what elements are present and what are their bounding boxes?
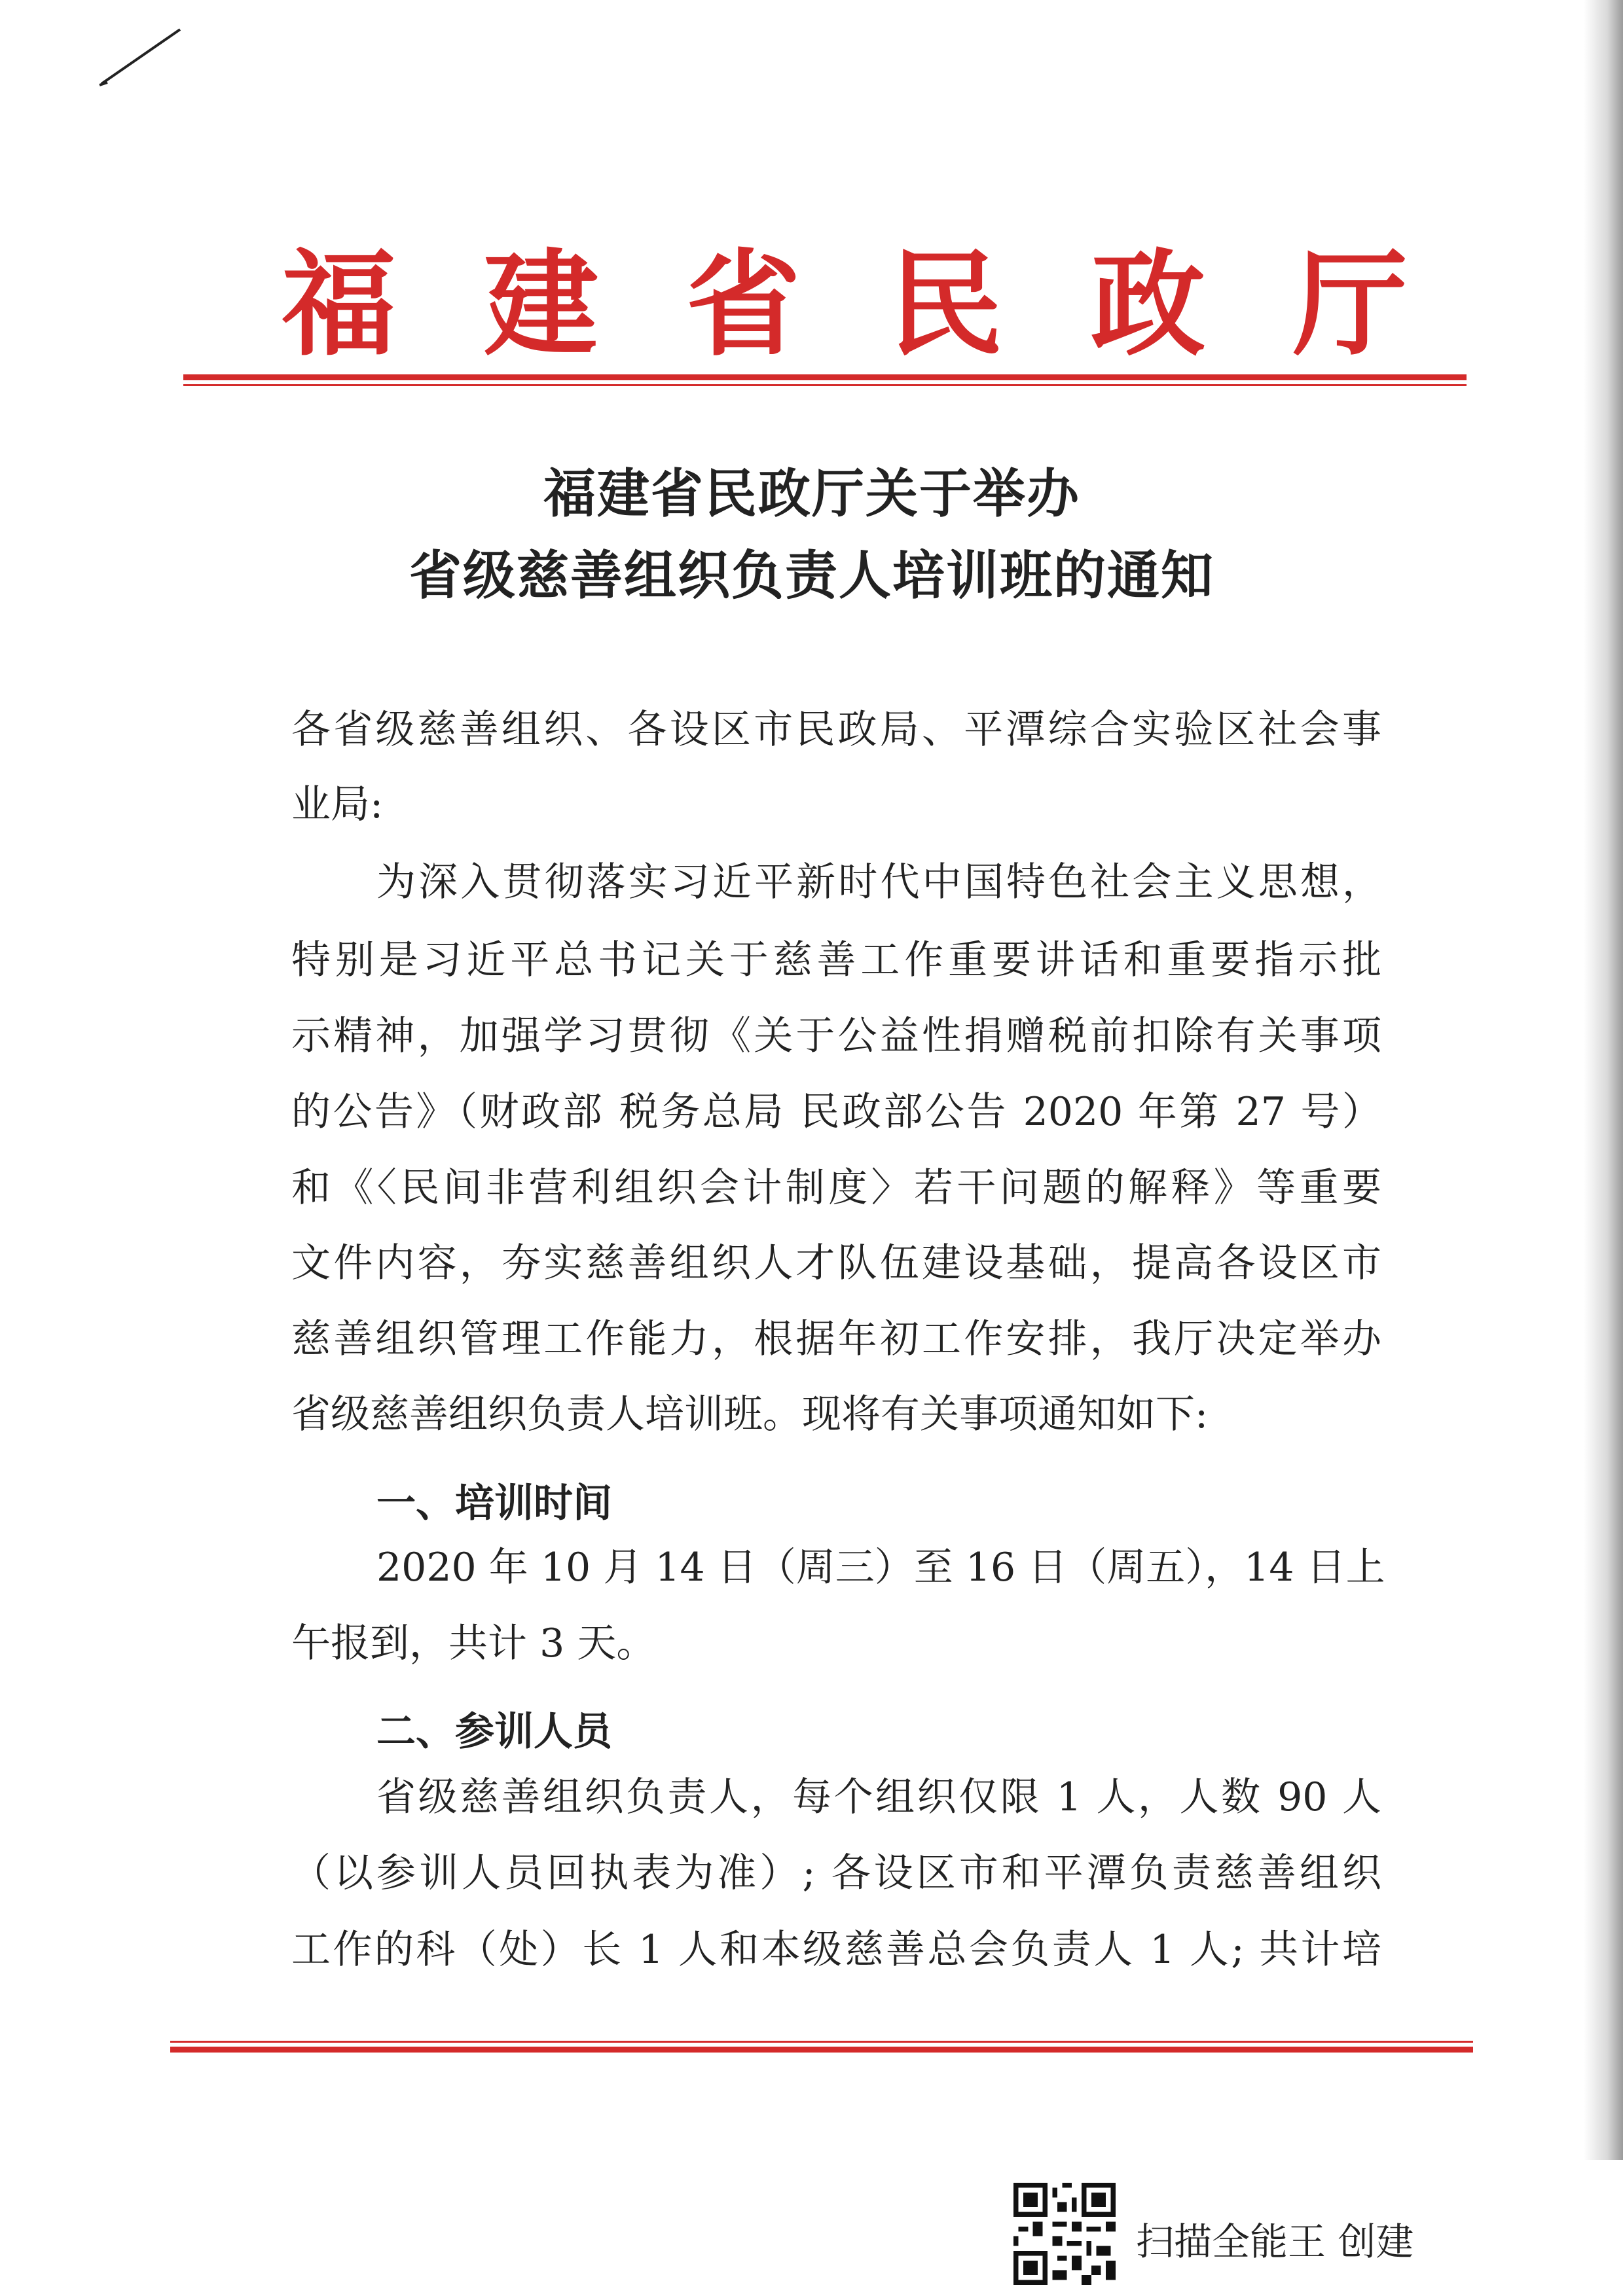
section-heading: 一、培训时间 <box>376 1480 612 1526</box>
paragraph-line: 慈善组织管理工作能力，根据年初工作安排，我厅决定举办 <box>291 1316 1381 1362</box>
salutation-line: 各省级慈善组织、各设区市民政局、平潭综合实验区社会事 <box>291 707 1381 753</box>
footer-red-rule <box>170 2041 1473 2055</box>
paragraph-line: 和《〈民间非营利组织会计制度〉若干问题的解释》等重要 <box>291 1165 1381 1211</box>
paragraph-line: 工作的科（处）长 1 人和本级慈善总会负责人 1 人; 共计培 <box>291 1927 1381 1973</box>
document-title-line-1: 福建省民政厅关于举办 <box>543 463 1080 524</box>
paragraph-line: 文件内容，夯实慈善组织人才队伍建设基础，提高各设区市 <box>291 1240 1381 1286</box>
paragraph-line: 2020 年 10 月 14 日（周三）至 16 日（周五），14 日上 <box>376 1545 1385 1590</box>
paragraph-line: 示精神，加强学习贯彻《关于公益性捐赠税前扣除有关事项 <box>291 1013 1381 1059</box>
letterhead-char: 福 <box>282 237 396 372</box>
section-heading: 二、参训人员 <box>376 1709 612 1755</box>
paragraph-line: 省级慈善组织负责人培训班。现将有关事项通知如下: <box>291 1391 1209 1437</box>
paragraph-line: 的公告》（财政部 税务总局 民政部公告 2020 年第 27 号） <box>291 1089 1381 1135</box>
paragraph-line: （以参训人员回执表为准）; 各设区市和平潭负责慈善组织 <box>291 1850 1381 1896</box>
letterhead-char: 省 <box>686 237 801 372</box>
letterhead-char: 民 <box>888 237 1003 372</box>
paragraph-line: 为深入贯彻落实习近平新时代中国特色社会主义思想， <box>376 859 1381 905</box>
letterhead-title <box>282 236 1408 373</box>
qr-code-icon <box>1013 2183 1116 2285</box>
letterhead-char: 建 <box>484 237 598 372</box>
paragraph-line: 午报到，共计 3 天。 <box>291 1621 656 1666</box>
paragraph-line: 省级慈善组织负责人，每个组织仅限 1 人，人数 90 人 <box>376 1774 1381 1820</box>
letterhead-char: 厅 <box>1293 237 1408 372</box>
paragraph-line: 特别是习近平总书记关于慈善工作重要讲话和重要指示批 <box>291 937 1381 983</box>
letterhead-char: 政 <box>1091 237 1205 372</box>
pen-stroke-mark <box>98 26 183 92</box>
salutation-line: 业局: <box>291 781 384 827</box>
letterhead-red-rule <box>183 374 1467 389</box>
document-title-line-2: 省级慈善组织负责人培训班的通知 <box>409 545 1214 606</box>
scan-page-edge <box>1584 0 1623 2160</box>
scanner-watermark-label: 扫描全能王 创建 <box>1136 2219 1414 2264</box>
